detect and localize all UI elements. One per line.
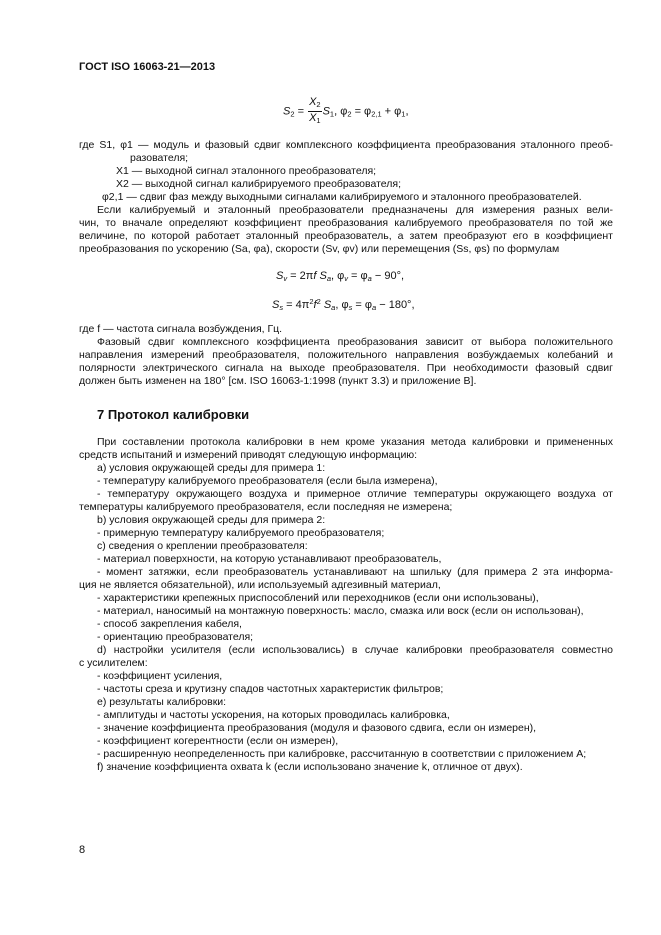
list-item: b) условия окружающей среды для примера 2: bbox=[97, 514, 326, 526]
formula-s2: $S_2$ = $\frac{X_2}{X_1}$ $S_1$, $\varphi_2 = \varphi_{2,1} + \varphi_1$, bbox=[283, 96, 409, 125]
list-item: - коэффициент когерентности (если он измерен), bbox=[97, 735, 339, 747]
text-line: с усилителем: bbox=[79, 657, 148, 669]
page-number: 8 bbox=[79, 844, 86, 856]
list-item: f) значение коэффициента охвата k (если использовано значение k, отличное от двух). bbox=[97, 761, 523, 773]
list-item: - амплитуды и частоты ускорения, на которых проводилась калибровка, bbox=[97, 709, 450, 721]
text-line: разователя; bbox=[130, 152, 189, 164]
text-line: температуры калибруемого преобразователя, если последняя не измерена; bbox=[79, 501, 453, 513]
text-line: ция не является обязательной), или используемый адгезивный материал, bbox=[79, 579, 441, 591]
list-item: - характеристики крепежных приспособлений или переходников (если они использованы), bbox=[97, 592, 539, 604]
text-line: Фазовый сдвиг комплексного коэффициента преобразования зависит от выбора положительного bbox=[97, 336, 613, 348]
list-item: - расширенную неопределенность при калибровке, рассчитанную в соответствии с приложением А; bbox=[97, 748, 587, 760]
text-line: величине, по которой работает эталонный преобразователь, а затем преобразуют его в коэффициент bbox=[79, 230, 613, 242]
text-line: X2 — выходной сигнал калибрируемого преобразователя; bbox=[116, 178, 401, 190]
list-item: e) результаты калибровки: bbox=[97, 696, 227, 708]
document-header: ГОСТ ISO 16063-21—2013 bbox=[79, 61, 216, 73]
list-item: - температуру калибруемого преобразователя (если была измерена), bbox=[97, 475, 438, 487]
list-item: - ориентацию преобразователя; bbox=[97, 631, 254, 643]
list-item: a) условия окружающей среды для примера 1: bbox=[97, 462, 326, 474]
text-line: φ2,1 — сдвиг фаз между выходными сигналами калибрируемого и эталонного преобразователей. bbox=[102, 191, 582, 203]
text-line: полярности электрического сигнала на выходе преобразователя. При необходимости фазовый сдвиг bbox=[79, 362, 613, 374]
list-item: - материал, наносимый на монтажную поверхность: масло, смазка или воск (если он использован), bbox=[97, 605, 584, 617]
text-line: преобразования по ускорению (Sa, φa), скорости (Sv, φv) или перемещения (Ss, φs) по формулам bbox=[79, 243, 560, 255]
text-line: чин, то вначале определяют коэффициент преобразования калибруемого преобразователя по той же bbox=[79, 217, 613, 229]
list-item: - температуру окружающего воздуха и примерное отличие температуры окружающего воздуха от bbox=[97, 488, 613, 500]
text-line: направления измерений преобразователя, положительного направления возбуждаемых колебаний и bbox=[79, 349, 613, 361]
text-line: X1 — выходной сигнал эталонного преобразователя; bbox=[116, 165, 377, 177]
list-item: c) сведения о креплении преобразователя: bbox=[97, 540, 308, 552]
text-line: При составлении протокола калибровки в нем кроме указания метода калибровки и примененных bbox=[97, 436, 613, 448]
formula-sv: $S_v = 2\pi f$ $S_a$, $\varphi_v = \varphi_a - 90^\circ$, bbox=[276, 270, 405, 283]
list-item: - материал поверхности, на которую устанавливают преобразователь, bbox=[97, 553, 442, 565]
text-line: должен быть изменен на 180° [см. ISO 16063-1:1998 (пункт 3.3) и приложение В]. bbox=[79, 375, 477, 387]
text-line: где f — частота сигнала возбуждения, Гц. bbox=[79, 323, 283, 335]
list-item: - частоты среза и крутизну спадов частотных характеристик фильтров; bbox=[97, 683, 444, 695]
list-item: - значение коэффициента преобразования (модуля и фазового сдвига, если он измерен), bbox=[97, 722, 537, 734]
formula-ss: $S_s = 4\pi^2f^2$ $S_a$, $\varphi_s = \varphi_a - 180^\circ$, bbox=[272, 297, 415, 312]
list-item: - примерную температуру калибруемого преобразователя; bbox=[97, 527, 385, 539]
list-item: - способ закрепления кабеля, bbox=[97, 618, 242, 630]
list-item: d) настройки усилителя (если использовались) в случае калибровки преобразователя совместно bbox=[97, 644, 613, 656]
text-line: где S1, φ1 — модуль и фазовый сдвиг комплексного коэффициента преобразования эталонного преоб- bbox=[79, 139, 613, 151]
list-item: - коэффициент усиления, bbox=[97, 670, 223, 682]
text-line: Если калибруемый и эталонный преобразователи предназначены для измерения разных вели- bbox=[97, 204, 613, 216]
text-line: средств испытаний и измерений приводят следующую информацию: bbox=[79, 449, 418, 461]
list-item: - момент затяжки, если преобразователь устанавливают на шпильку (для примера 2 эта информа- bbox=[97, 566, 613, 578]
section-title: 7 Протокол калибровки bbox=[97, 407, 250, 422]
